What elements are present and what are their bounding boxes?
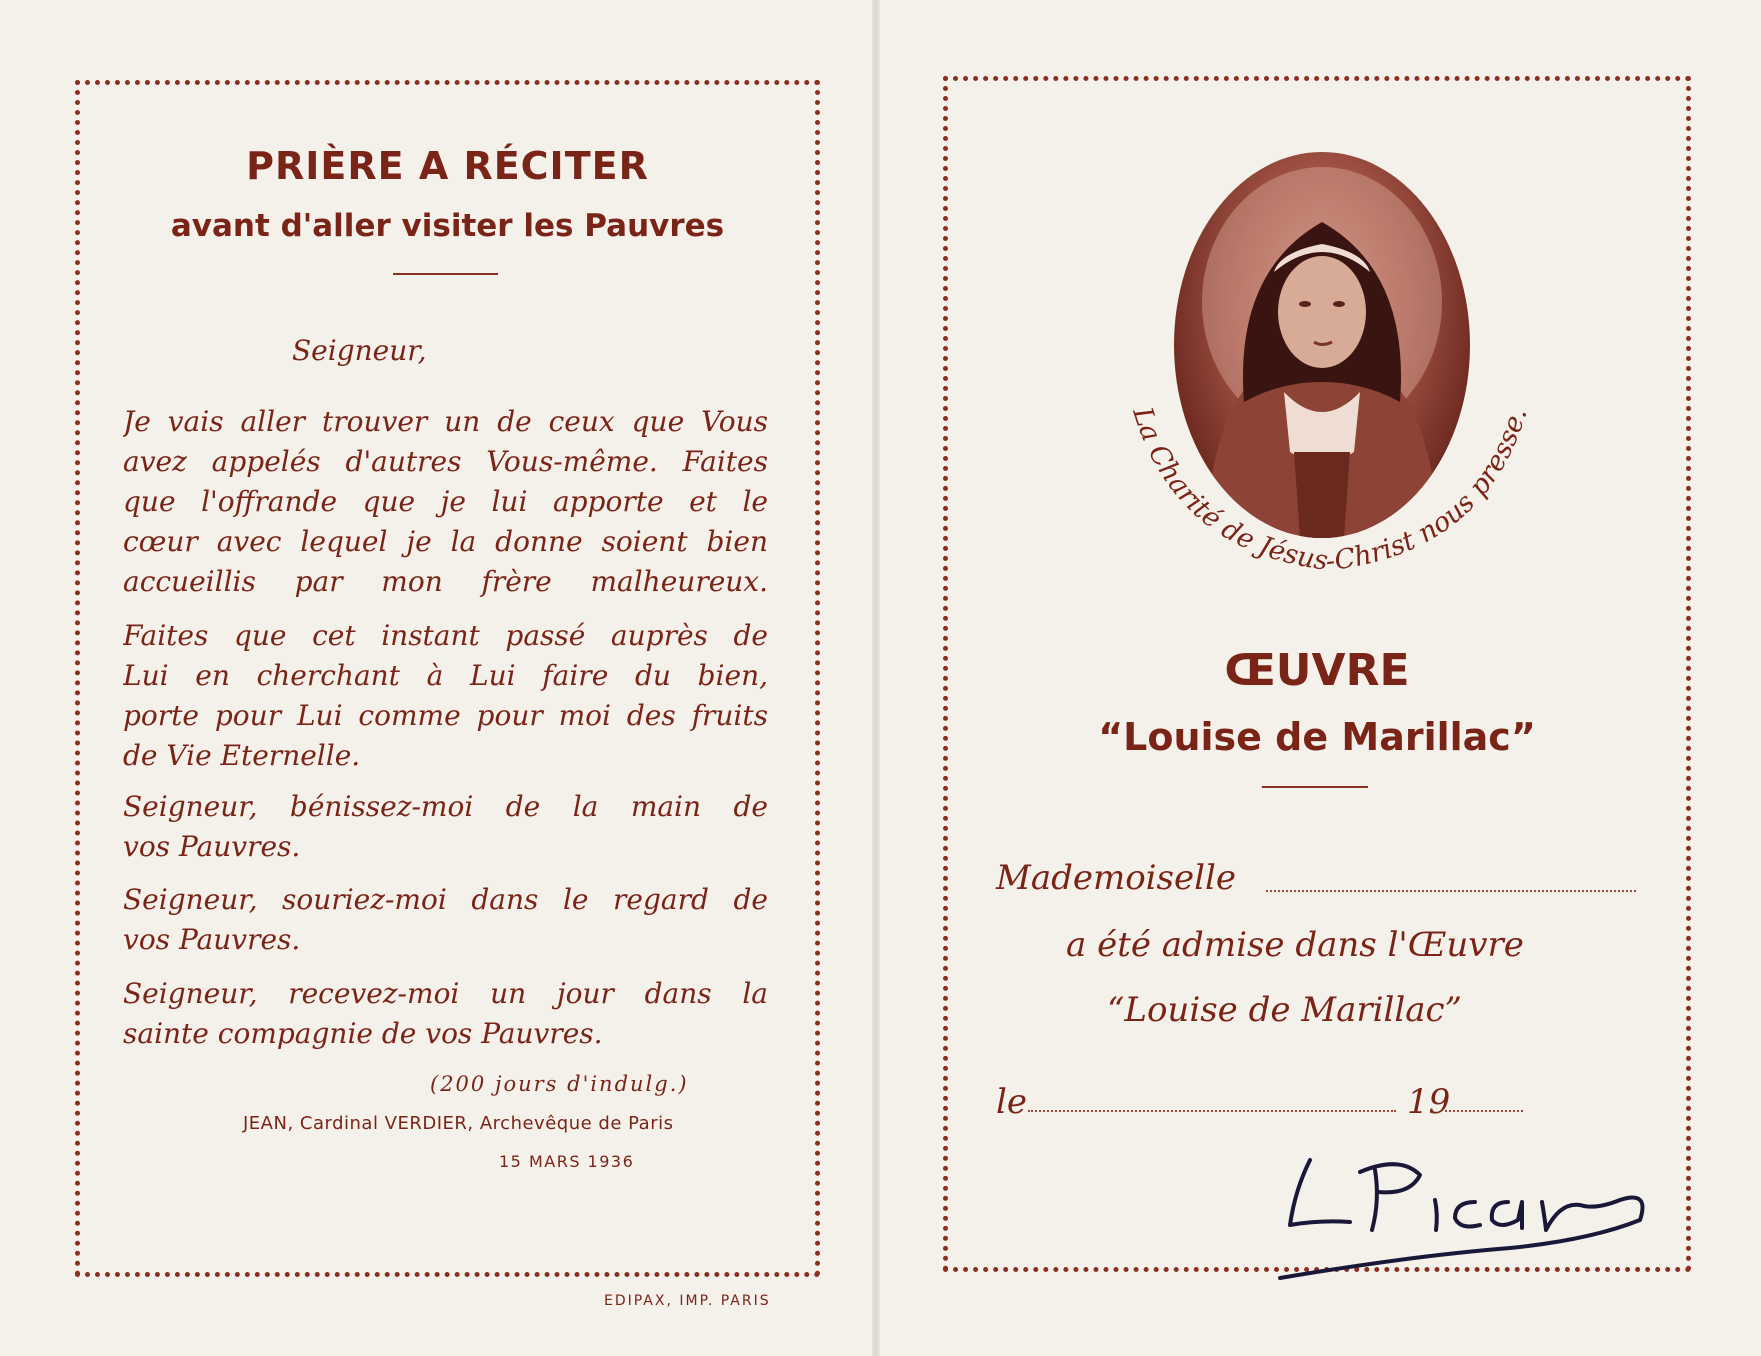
- prayer-line: Seigneur, bénissez-moi de la main de: [123, 790, 768, 823]
- certificate-salutation: Mademoiselle: [996, 858, 1236, 898]
- prayer-line: vos Pauvres.: [123, 923, 301, 956]
- prayer-line: sainte compagnie de vos Pauvres.: [123, 1017, 603, 1050]
- prayer-line: Seigneur, recevez-moi un jour dans la: [123, 977, 768, 1010]
- prayer-line: accueillis par mon frère malheureux.: [123, 565, 768, 598]
- oeuvre-divider: [1262, 786, 1368, 788]
- prayer-paragraph-4: [123, 880, 768, 960]
- prayer-salutation: Seigneur,: [292, 334, 427, 367]
- prayer-line: vos Pauvres.: [123, 830, 301, 863]
- svg-text:La Charité de Jésus-Christ nou: [1126, 403, 1533, 578]
- printer-imprint: EDIPAX, IMP. PARIS: [604, 1293, 771, 1309]
- title-divider: [393, 273, 498, 275]
- admission-line: a été admise dans l'Œuvre: [1066, 925, 1524, 965]
- prayer-paragraph-1: [123, 402, 768, 602]
- approval-date: 15 MARS 1936: [499, 1152, 635, 1171]
- year-fill-line[interactable]: [1445, 1110, 1523, 1112]
- card-fold: [872, 0, 880, 1356]
- indulgence-note: (200 jours d'indulg.): [430, 1072, 689, 1096]
- cardinal-signatory: JEAN, Cardinal VERDIER, Archevêque de Paris: [243, 1113, 674, 1134]
- prayer-line: Je vais aller trouver un de ceux que Vous: [123, 405, 768, 438]
- name-fill-line[interactable]: [1266, 890, 1636, 892]
- prayer-line: Seigneur, souriez-moi dans le regard de: [123, 883, 768, 916]
- year-prefix: 19: [1407, 1082, 1451, 1122]
- prayer-line: porte pour Lui comme pour moi des fruits: [123, 699, 768, 732]
- prayer-title: PRIÈRE A RÉCITER: [246, 144, 649, 188]
- prayer-subtitle: avant d'aller visiter les Pauvres: [170, 208, 725, 244]
- date-fill-line[interactable]: [1028, 1110, 1396, 1112]
- prayer-line: de Vie Eternelle.: [123, 739, 361, 772]
- prayer-line: Lui en cherchant à Lui faire du bien,: [123, 659, 768, 692]
- prayer-line: Faites que cet instant passé auprès de: [123, 619, 768, 652]
- prayer-paragraph-2: [123, 616, 768, 776]
- prayer-line: avez appelés d'autres Vous-même. Faites: [123, 445, 768, 478]
- motto-text: La Charité de Jésus-Christ nous presse.: [1126, 403, 1534, 578]
- prayer-line: que l'offrande que je lui apporte et le: [123, 485, 768, 518]
- prayer-paragraph-3: [123, 787, 768, 867]
- oeuvre-subtitle: “Louise de Marillac”: [1098, 715, 1536, 759]
- motto-arc: [1080, 300, 1580, 620]
- prayer-paragraph-5: [123, 974, 768, 1054]
- handwritten-signature: [1260, 1130, 1680, 1280]
- prayer-line: cœur avec lequel je la donne soient bien: [123, 525, 768, 558]
- oeuvre-name: “Louise de Marillac”: [1107, 990, 1462, 1030]
- oeuvre-title: ŒUVRE: [1224, 645, 1410, 696]
- date-prefix: le: [996, 1082, 1027, 1122]
